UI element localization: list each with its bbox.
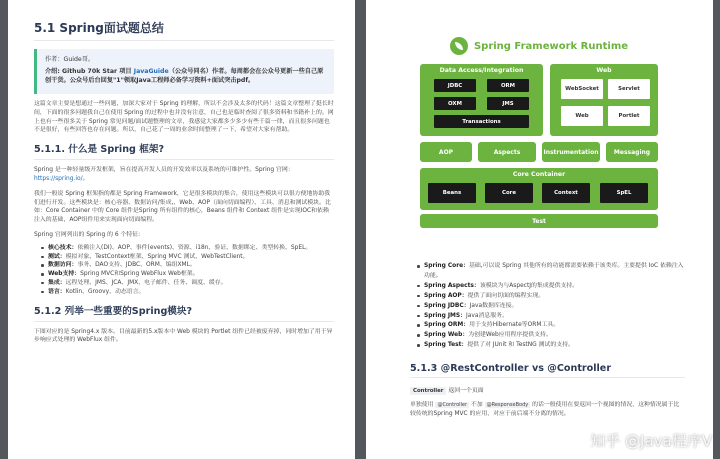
heading-511: 5.1.1. 什么是 Spring 框架? bbox=[34, 144, 165, 156]
list-item: Spring JMS：Java消息服务。 bbox=[416, 312, 685, 322]
intro-paragraph: 这篇文章主要是想通过一些问题，加深大家对于 Spring 的理解，所以不会涉及太多的代码！这篇文章整理了挺长时间，下面的很多问题我自己在使用 Spring 的过程中也并没有注意，自己也是临时查阅了很多资料和书籍补上的。网上也有一些很多关于 Spring 常见问题/面试题整理的文章，我感觉大家都多少多少有些千篇一律，而且很多问题也不是很好，有些回答也存在问题。所以，自己花了一周的业余时间整理了一下，希望对大家有帮助。 bbox=[34, 101, 334, 134]
feature-list bbox=[34, 244, 334, 297]
module-portlet: Portlet bbox=[608, 106, 650, 126]
paragraph-511b: 我们一般说 Spring 框架指的都是 Spring Framework，它是很多模块的集合，使用这些模块可以很方便地协助我们进行开发。这些模块是：核心容器、数据访问/集成,、Web、AOP（面向切面编程）、工具、消息和测试模块。比如：Core Container 中的 Core 组件是Spring 所有组件的核心，Beans 组件和 Context 组件是实现IOC和依赖注入的基础，AOP组件用来实现面向切面编程。 bbox=[34, 190, 331, 224]
list-item: Spring Aspects：该模块为与AspectJ的集成提供支持。 bbox=[416, 282, 685, 292]
intro-line bbox=[45, 67, 326, 85]
list-item: Spring Core：基础,可以说 Spring 其他所有的功能都需要依赖于该类库。主要提供 IoC 依赖注入功能。 bbox=[416, 262, 685, 282]
module-orm: ORM bbox=[487, 79, 529, 92]
module-aspects: Aspects bbox=[478, 142, 536, 162]
left-page bbox=[8, 0, 355, 459]
intro-pre: 介绍: Github 70k Star 项目 bbox=[45, 68, 134, 75]
module-instrumentation: Instrumentation bbox=[542, 142, 600, 162]
list-item: Web支持：Spring MVC和Spring WebFlux Web框架。 bbox=[40, 270, 334, 279]
inline-code: @Controller bbox=[437, 402, 468, 409]
diagram-title bbox=[420, 36, 658, 56]
diagram-title-text: Spring Framework Runtime bbox=[473, 40, 629, 52]
list-item: 测试：模拟对象、TestContext框架、Spring MVC 测试、WebTestClient。 bbox=[40, 253, 334, 262]
page-title: 5.1 Spring面试题总结 bbox=[34, 21, 164, 35]
web-box bbox=[550, 64, 658, 136]
inline-code: @ResponseBody bbox=[486, 402, 529, 409]
data-access-box bbox=[420, 64, 543, 136]
list-item: 集成：远程处理、JMS、JCA、JMX、电子邮件、任务、调度、缓存。 bbox=[40, 279, 334, 288]
paragraph-512: 下图对应的是 Spring4.x 版本。目前最新的5.x版本中 Web 模块的 Portlet 组件已经被废弃掉，同时增加了用于异步响应式处理的 WebFlux 组件。 bbox=[34, 328, 333, 344]
module-context: Context bbox=[542, 183, 590, 203]
paragraph-513: 单独使用 @Controller 不加 @ResponseBody 的话一般使用在要返回一个视图的情况，这种情况属于比较传统的Spring MVC 的应用，对应于前后端不分离的情况。 bbox=[410, 402, 680, 417]
module-beans: Beans bbox=[428, 183, 476, 203]
module-test: Test bbox=[420, 214, 658, 228]
core-container-label: Core Container bbox=[512, 171, 566, 178]
web-label: Web bbox=[596, 67, 612, 74]
author-line: 作者：Guide哥。 bbox=[45, 56, 95, 63]
controller-tag-text: 返回一个页面 bbox=[448, 388, 484, 395]
heading-513: 5.1.3 @RestController vs @Controller bbox=[410, 363, 612, 375]
module-transactions: Transactions bbox=[434, 115, 529, 128]
title-divider bbox=[34, 40, 334, 41]
module-messaging: Messaging bbox=[606, 142, 658, 162]
module-core: Core bbox=[485, 183, 533, 203]
paragraph-511c: Spring 官网列出的 Spring 的 6 个特征: bbox=[34, 231, 141, 238]
list-item: Spring AOP：提供了面向切面的编程实现。 bbox=[416, 292, 685, 302]
module-list bbox=[410, 262, 685, 351]
spring-runtime-diagram bbox=[420, 36, 658, 232]
module-websocket: WebSocket bbox=[561, 79, 603, 99]
p511a-post: 。 bbox=[82, 175, 89, 182]
list-item: Spring JDBC：Java数据库连接。 bbox=[416, 302, 685, 312]
module-jms: JMS bbox=[487, 97, 529, 110]
right-content bbox=[410, 258, 685, 419]
list-item: Spring Web：为创建Web应用程序提供支持。 bbox=[416, 331, 685, 341]
list-item: Spring ORM：用于支持Hibernate等ORM工具。 bbox=[416, 321, 685, 331]
heading-512-divider bbox=[34, 321, 334, 322]
module-jdbc: JDBC bbox=[434, 79, 476, 92]
module-oxm: OXM bbox=[434, 97, 476, 110]
right-page bbox=[366, 0, 713, 459]
list-item: 语言：Kotlin、Groovy、动态语言。 bbox=[40, 288, 334, 297]
zhihu-watermark: 知乎 @Java程序V bbox=[590, 432, 712, 450]
controller-tag: Controller bbox=[410, 387, 446, 395]
javaguide-link[interactable]: JavaGuide bbox=[133, 68, 169, 75]
author-quote bbox=[34, 49, 334, 94]
list-item: Spring Test：提供了对 JUnit 和 TestNG 测试的支持。 bbox=[416, 341, 685, 351]
spring-site-link[interactable]: https://spring.io/ bbox=[34, 175, 83, 182]
module-spel: SpEL bbox=[600, 183, 648, 203]
paragraph-511a bbox=[34, 166, 334, 184]
module-aop: AOP bbox=[420, 142, 472, 162]
module-servlet: Servlet bbox=[608, 79, 650, 99]
list-item: 数据访问：事务、DAO支持、JDBC、ORM、编组XML。 bbox=[40, 261, 334, 270]
list-item: 核心技术：依赖注入(DI)、AOP、事件(events)、资源、i18n、验证、数据绑定、类型转换、SpEL。 bbox=[40, 244, 334, 253]
core-container-box bbox=[420, 168, 658, 210]
heading-513-divider bbox=[410, 377, 685, 378]
spring-leaf-icon bbox=[450, 37, 468, 55]
heading-511-divider bbox=[34, 159, 334, 160]
module-web: Web bbox=[561, 106, 603, 126]
heading-512: 5.1.2 列举一些重要的Spring模块? bbox=[34, 305, 193, 317]
left-content bbox=[34, 20, 334, 345]
controller-tagline bbox=[410, 385, 685, 395]
intro-post: （公众号同名）作者。每周都会在公众号更新一些自己原创干货。公众号后台回复"1"领取Java工程师必备学习资料+面试突击pdf。 bbox=[45, 68, 324, 84]
data-access-label: Data Access/Integration bbox=[439, 67, 524, 74]
p511a-pre: Spring 是一种轻量级开发框架，旨在提高开发人员的开发效率以及系统的可维护性。Spring 官网： bbox=[34, 167, 294, 174]
